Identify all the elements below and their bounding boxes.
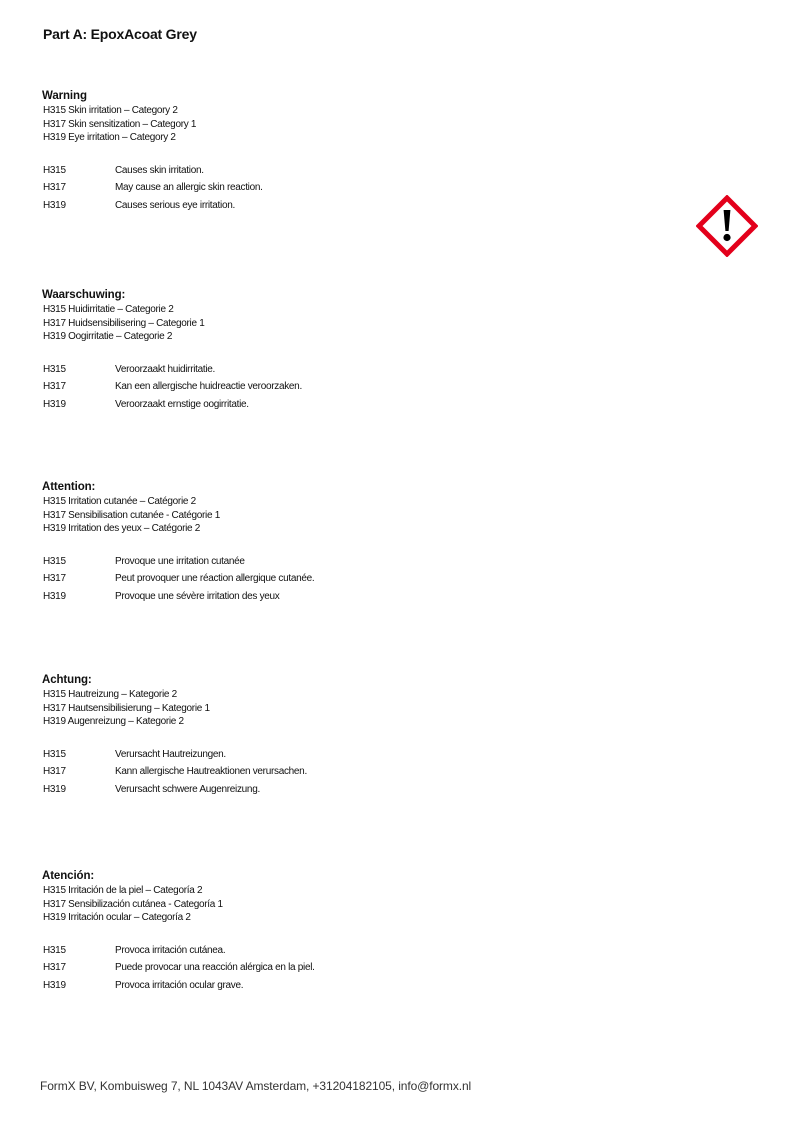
- hazard-statement-row: [43, 959, 602, 977]
- hazard-statement-row: [43, 378, 602, 396]
- hazard-code: H315: [43, 748, 66, 760]
- classification-list: [43, 884, 602, 925]
- hazard-statement-row: [43, 942, 602, 960]
- hazard-code: H317: [43, 962, 66, 973]
- classification-item: H317 Sensibilisation cutanée - Catégorie 1: [43, 509, 220, 521]
- classification-item: H315 Irritation cutanée – Catégorie 2: [43, 496, 196, 507]
- classification-item: H319 Irritación ocular – Categoría 2: [43, 912, 191, 923]
- hazard-code: H319: [43, 398, 66, 410]
- page-title: Part A: EpoxAcoat Grey: [43, 26, 197, 42]
- classification-item: H315 Skin irritation – Category 2: [43, 105, 178, 116]
- hazard-code: H315: [43, 164, 66, 176]
- hazard-code: H317: [43, 182, 66, 193]
- hazard-text: Veroorzaakt ernstige oogirritatie.: [115, 398, 249, 410]
- hazard-code: H319: [43, 590, 66, 602]
- hazard-section-spanish: [42, 869, 602, 994]
- hazard-text: Kann allergische Hautreaktionen verursachen.: [115, 766, 307, 777]
- hazard-statement-row: [43, 197, 602, 215]
- hazard-code: H315: [43, 363, 66, 375]
- hazard-text: Verursacht schwere Augenreizung.: [115, 783, 260, 795]
- hazard-section-french: [42, 480, 602, 605]
- hazard-code: H319: [43, 783, 66, 795]
- signal-word: Attention:: [42, 481, 96, 493]
- classification-item: H315 Huidirritatie – Categorie 2: [43, 304, 174, 315]
- classification-item: H315 Irritación de la piel – Categoría 2: [43, 885, 203, 896]
- hazard-section-english: [42, 89, 602, 214]
- classification-item: H317 Hautsensibilisierung – Kategorie 1: [43, 702, 210, 714]
- hazard-statement-row: [43, 162, 602, 180]
- classification-list: [43, 495, 602, 536]
- classification-list: [43, 104, 602, 145]
- hazard-statement-row: [43, 361, 602, 379]
- classification-item: H319 Oogirritatie – Categorie 2: [43, 331, 173, 342]
- classification-item: H317 Huidsensibilisering – Categorie 1: [43, 317, 205, 329]
- hazard-code: H319: [43, 979, 66, 991]
- hazard-statement-row: [43, 763, 602, 781]
- hazard-code: H319: [43, 199, 66, 211]
- hazard-code: H317: [43, 573, 66, 584]
- hazard-statement-row: [43, 977, 602, 995]
- hazard-statement-list: [43, 553, 602, 606]
- classification-item: H319 Irritation des yeux – Catégorie 2: [43, 523, 201, 534]
- classification-item: H317 Skin sensitization – Category 1: [43, 118, 197, 130]
- hazard-text: May cause an allergic skin reaction.: [115, 182, 263, 193]
- hazard-statement-row: [43, 781, 602, 799]
- classification-item: H319 Eye irritation – Category 2: [43, 132, 176, 143]
- hazard-text: Provoca irritación cutánea.: [115, 944, 226, 956]
- hazard-code: H317: [43, 766, 66, 777]
- classification-list: [43, 688, 602, 729]
- hazard-statement-row: [43, 553, 602, 571]
- hazard-text: Provoque une sévère irritation des yeux: [115, 590, 280, 602]
- classification-list: [43, 303, 602, 344]
- hazard-statement-row: [43, 396, 602, 414]
- hazard-code: H317: [43, 381, 66, 392]
- signal-word: Warning: [42, 90, 87, 102]
- hazard-text: Causes skin irritation.: [115, 164, 204, 176]
- hazard-statement-row: [43, 588, 602, 606]
- hazard-text: Verursacht Hautreizungen.: [115, 748, 226, 760]
- hazard-code: H315: [43, 555, 66, 567]
- hazard-text: Puede provocar una reacción alérgica en la piel.: [115, 962, 315, 973]
- hazard-section-german: [42, 673, 602, 798]
- classification-item: H315 Hautreizung – Kategorie 2: [43, 689, 177, 700]
- hazard-text: Provoque une irritation cutanée: [115, 555, 245, 567]
- hazard-statement-list: [43, 746, 602, 799]
- hazard-statement-row: [43, 179, 602, 197]
- signal-word: Waarschuwing:: [42, 289, 126, 301]
- hazard-statement-list: [43, 942, 602, 995]
- hazard-statement-list: [43, 162, 602, 215]
- hazard-text: Causes serious eye irritation.: [115, 199, 235, 211]
- hazard-text: Kan een allergische huidreactie veroorzaken.: [115, 381, 302, 392]
- signal-word: Atención:: [42, 870, 95, 882]
- ghs07-exclamation-mark-icon: [696, 195, 758, 257]
- hazard-statement-list: [43, 361, 602, 414]
- classification-item: H317 Sensibilización cutánea - Categoría 1: [43, 898, 223, 910]
- footer-contact: FormX BV, Kombuisweg 7, NL 1043AV Amsterdam, +31204182105, info@formx.nl: [40, 1079, 472, 1093]
- hazard-text: Veroorzaakt huidirritatie.: [115, 363, 216, 375]
- hazard-section-dutch: [42, 288, 602, 413]
- hazard-text: Peut provoquer une réaction allergique cutanée.: [115, 573, 315, 584]
- hazard-code: H315: [43, 944, 66, 956]
- hazard-statement-row: [43, 570, 602, 588]
- hazard-statement-row: [43, 746, 602, 764]
- hazard-text: Provoca irritación ocular grave.: [115, 979, 244, 991]
- signal-word: Achtung:: [42, 674, 92, 686]
- classification-item: H319 Augenreizung – Kategorie 2: [43, 716, 184, 727]
